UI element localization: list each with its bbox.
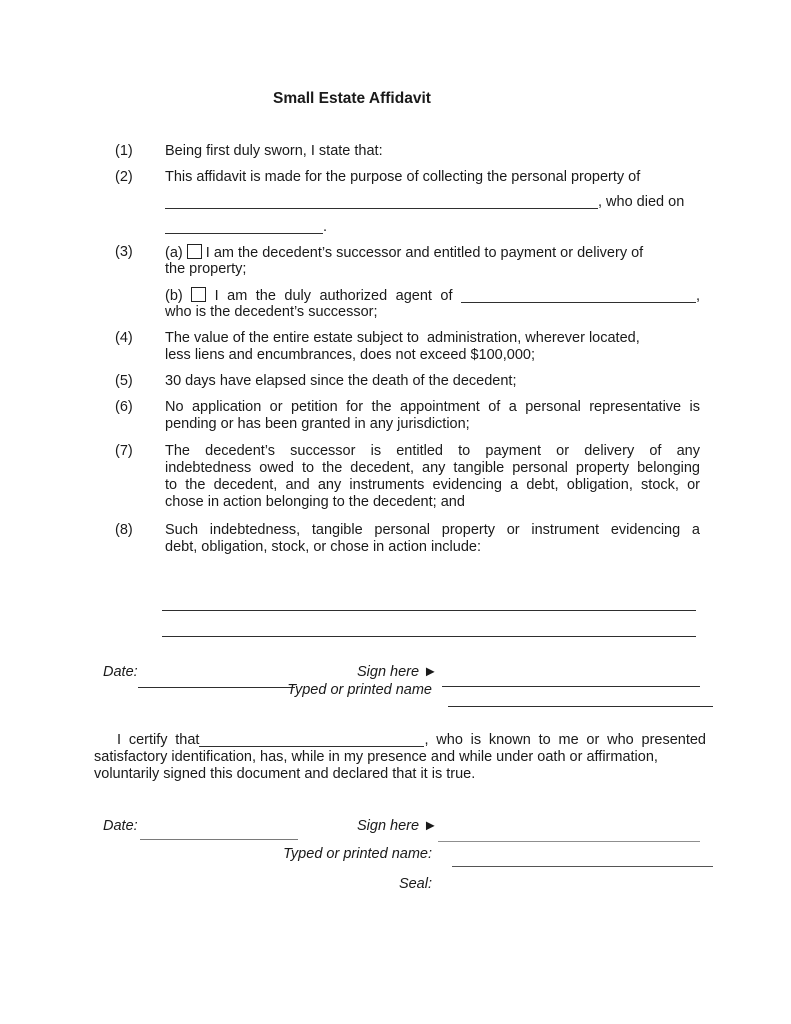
item-3-text — [165, 244, 700, 321]
item-3b: (b) I am the duly authorized agent of , who is the decedent’s successor; — [165, 288, 700, 320]
signature-line[interactable] — [442, 686, 700, 687]
item-8-number: (8) — [115, 522, 133, 538]
agent-checkbox[interactable] — [191, 287, 206, 302]
item-6-text: No application or petition for the appointment of a personal representative is pending or has been granted in any jurisdiction; — [165, 399, 700, 432]
item-8 — [115, 522, 700, 556]
item-3-number: (3) — [115, 244, 133, 260]
successor-checkbox[interactable] — [187, 244, 202, 259]
item-7 — [115, 443, 700, 511]
item-5 — [115, 373, 700, 390]
item-4-text: The value of the entire estate subject to administration, wherever located, less liens and encumbrances, does not exceed $100,000; — [165, 330, 640, 363]
notary-sign-here-label: Sign here ► — [357, 818, 438, 834]
seal-label: Seal: — [398, 876, 432, 892]
item-6-number: (6) — [115, 399, 133, 415]
item-1 — [115, 143, 700, 160]
item-4 — [115, 330, 700, 364]
item-2 — [115, 169, 700, 244]
death-date-blank[interactable] — [165, 219, 323, 234]
notary-typed-name-label: Typed or printed name: — [283, 846, 432, 862]
certification-paragraph: I certify that , who is known to me or who presented satisfactory identification, has, while in my presence and while under oath or affirmation, voluntarily signed this document and declared that it is true. — [94, 732, 706, 782]
item-5-number: (5) — [115, 373, 133, 389]
item-3 — [115, 244, 700, 321]
property-list-line-2[interactable] — [162, 636, 696, 637]
page-title: Small Estate Affidavit — [273, 90, 431, 107]
agent-of-blank[interactable] — [461, 288, 696, 303]
item-7-number: (7) — [115, 443, 133, 459]
item-8-text: Such indebtedness, tangible personal property or instrument evidencing a debt, obligation, stock, or chose in action include: — [165, 522, 700, 555]
typed-name-label: Typed or printed name — [287, 682, 432, 698]
item-4-number: (4) — [115, 330, 133, 346]
property-list-line-1[interactable] — [162, 610, 696, 611]
item-1-number: (1) — [115, 143, 133, 159]
notary-date-blank[interactable] — [140, 839, 298, 840]
item-5-text: 30 days have elapsed since the death of the decedent; — [165, 373, 517, 389]
item-3a: (a) I am the decedent’s successor and entitled to payment or delivery of the property; — [165, 245, 644, 277]
item-6 — [115, 399, 700, 433]
item-2-number: (2) — [115, 169, 133, 185]
notary-date-label: Date: — [103, 818, 138, 834]
item-2-text: This affidavit is made for the purpose of collecting the personal property of , who died on . — [165, 169, 685, 235]
item-7-text: The decedent’s successor is entitled to payment or delivery of any indebtedness owed to the decedent, any tangible personal property belonging to the decedent, and any instruments evidencing a debt, obligation, stock, or chose in action belonging to the decedent; and — [165, 443, 700, 510]
notary-signature-line[interactable] — [438, 841, 700, 842]
decedent-name-blank[interactable] — [165, 194, 598, 209]
certify-name-blank[interactable] — [199, 732, 424, 747]
date-label: Date: — [103, 664, 138, 680]
item-1-text: Being first duly sworn, I state that: — [165, 143, 383, 159]
typed-name-line[interactable] — [448, 706, 713, 707]
notary-typed-name-line[interactable] — [452, 866, 713, 867]
sign-here-label: Sign here ► — [357, 664, 438, 680]
